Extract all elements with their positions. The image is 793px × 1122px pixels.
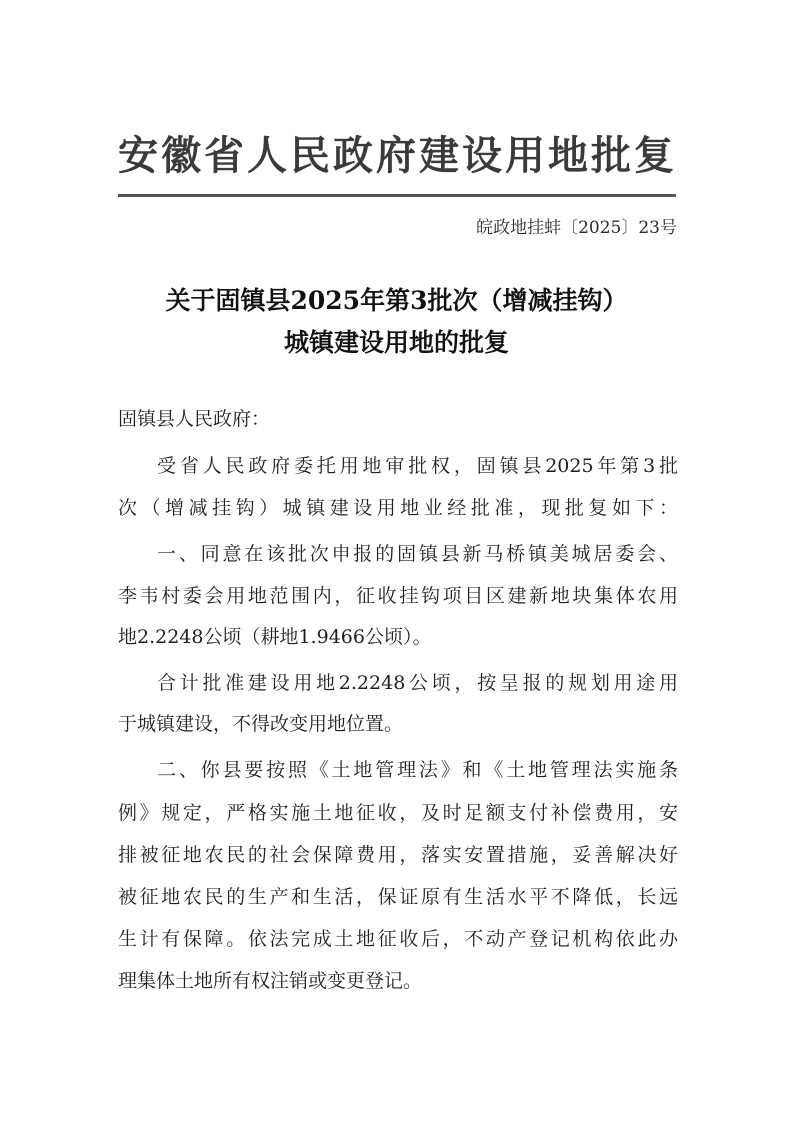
paragraph-line: 地2.2248公顷（耕地1.9466公顷）。 bbox=[118, 626, 432, 648]
document-number: 皖政地挂蚌〔2025〕23号 bbox=[476, 218, 677, 238]
paragraph-line: 次（增减挂钩）城镇建设用地业经批准，现批复如下： bbox=[118, 497, 678, 519]
paragraph-line: 排被征地农民的社会保障费用，落实安置措施，妥善解决好 bbox=[118, 844, 678, 866]
addressee: 固镇县人民政府： bbox=[118, 408, 271, 430]
header-divider bbox=[118, 194, 676, 197]
issuer-header-title: 安徽省人民政府建设用地批复 bbox=[118, 132, 677, 179]
document-title-line-2: 城镇建设用地的批复 bbox=[283, 328, 509, 357]
paragraph-line: 李韦村委会用地范围内，征收挂钩项目区建新地块集体农用 bbox=[118, 585, 678, 607]
paragraph-line: 于城镇建设，不得改变用地位置。 bbox=[118, 713, 404, 735]
paragraph-line: 被征地农民的生产和生活，保证原有生活水平不降低，长远 bbox=[118, 886, 678, 908]
document-title-line-1: 关于固镇县2025年第3批次（增减挂钩） bbox=[165, 286, 628, 315]
paragraph-line: 合计批准建设用地2.2248公顷，按呈报的规划用途用 bbox=[157, 672, 678, 694]
paragraph-line: 理集体土地所有权注销或变更登记。 bbox=[118, 970, 423, 992]
paragraph-line: 生计有保障。依法完成土地征收后，不动产登记机构依此办 bbox=[118, 928, 678, 950]
paragraph-line: 二、你县要按照《土地管理法》和《土地管理法实施条 bbox=[157, 759, 678, 781]
paragraph-line: 例》规定，严格实施土地征收，及时足额支付补偿费用，安 bbox=[118, 802, 678, 824]
paragraph-line: 一、同意在该批次申报的固镇县新马桥镇美城居委会、 bbox=[157, 543, 678, 565]
paragraph-line: 受省人民政府委托用地审批权，固镇县2025年第3批 bbox=[157, 455, 678, 477]
